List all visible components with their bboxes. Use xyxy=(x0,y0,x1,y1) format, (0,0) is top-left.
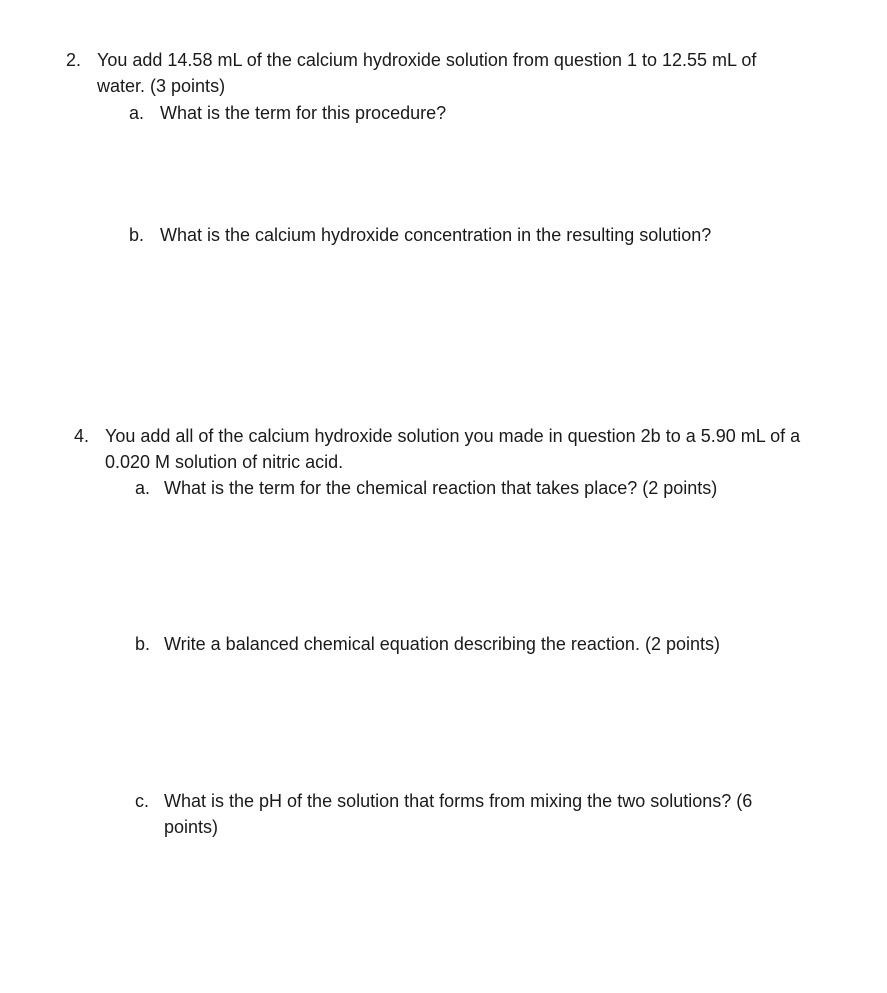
question-stem-line: water. (3 points) xyxy=(97,76,226,96)
question-number: 2. xyxy=(66,50,82,70)
part-text: Write a balanced chemical equation describing the reaction. (2 points) xyxy=(164,634,720,654)
question-number: 4. xyxy=(74,426,90,446)
part-label: a. xyxy=(129,103,145,123)
part-text: What is the pH of the solution that forms from mixing the two solutions? (6 xyxy=(164,791,753,811)
part-label: a. xyxy=(135,478,151,498)
part-label: b. xyxy=(129,225,145,245)
part-label: b. xyxy=(135,634,151,654)
part-text: What is the calcium hydroxide concentration in the resulting solution? xyxy=(160,225,712,245)
question-stem-line: You add 14.58 mL of the calcium hydroxide solution from question 1 to 12.55 mL of xyxy=(97,50,757,70)
question-stem-line: You add all of the calcium hydroxide solution you made in question 2b to a 5.90 mL of a xyxy=(105,426,801,446)
part-text: points) xyxy=(164,817,219,837)
part-text: What is the term for the chemical reaction that takes place? (2 points) xyxy=(164,478,718,498)
part-label: c. xyxy=(135,791,150,811)
question-stem-line: 0.020 M solution of nitric acid. xyxy=(105,452,344,472)
part-text: What is the term for this procedure? xyxy=(160,103,447,123)
